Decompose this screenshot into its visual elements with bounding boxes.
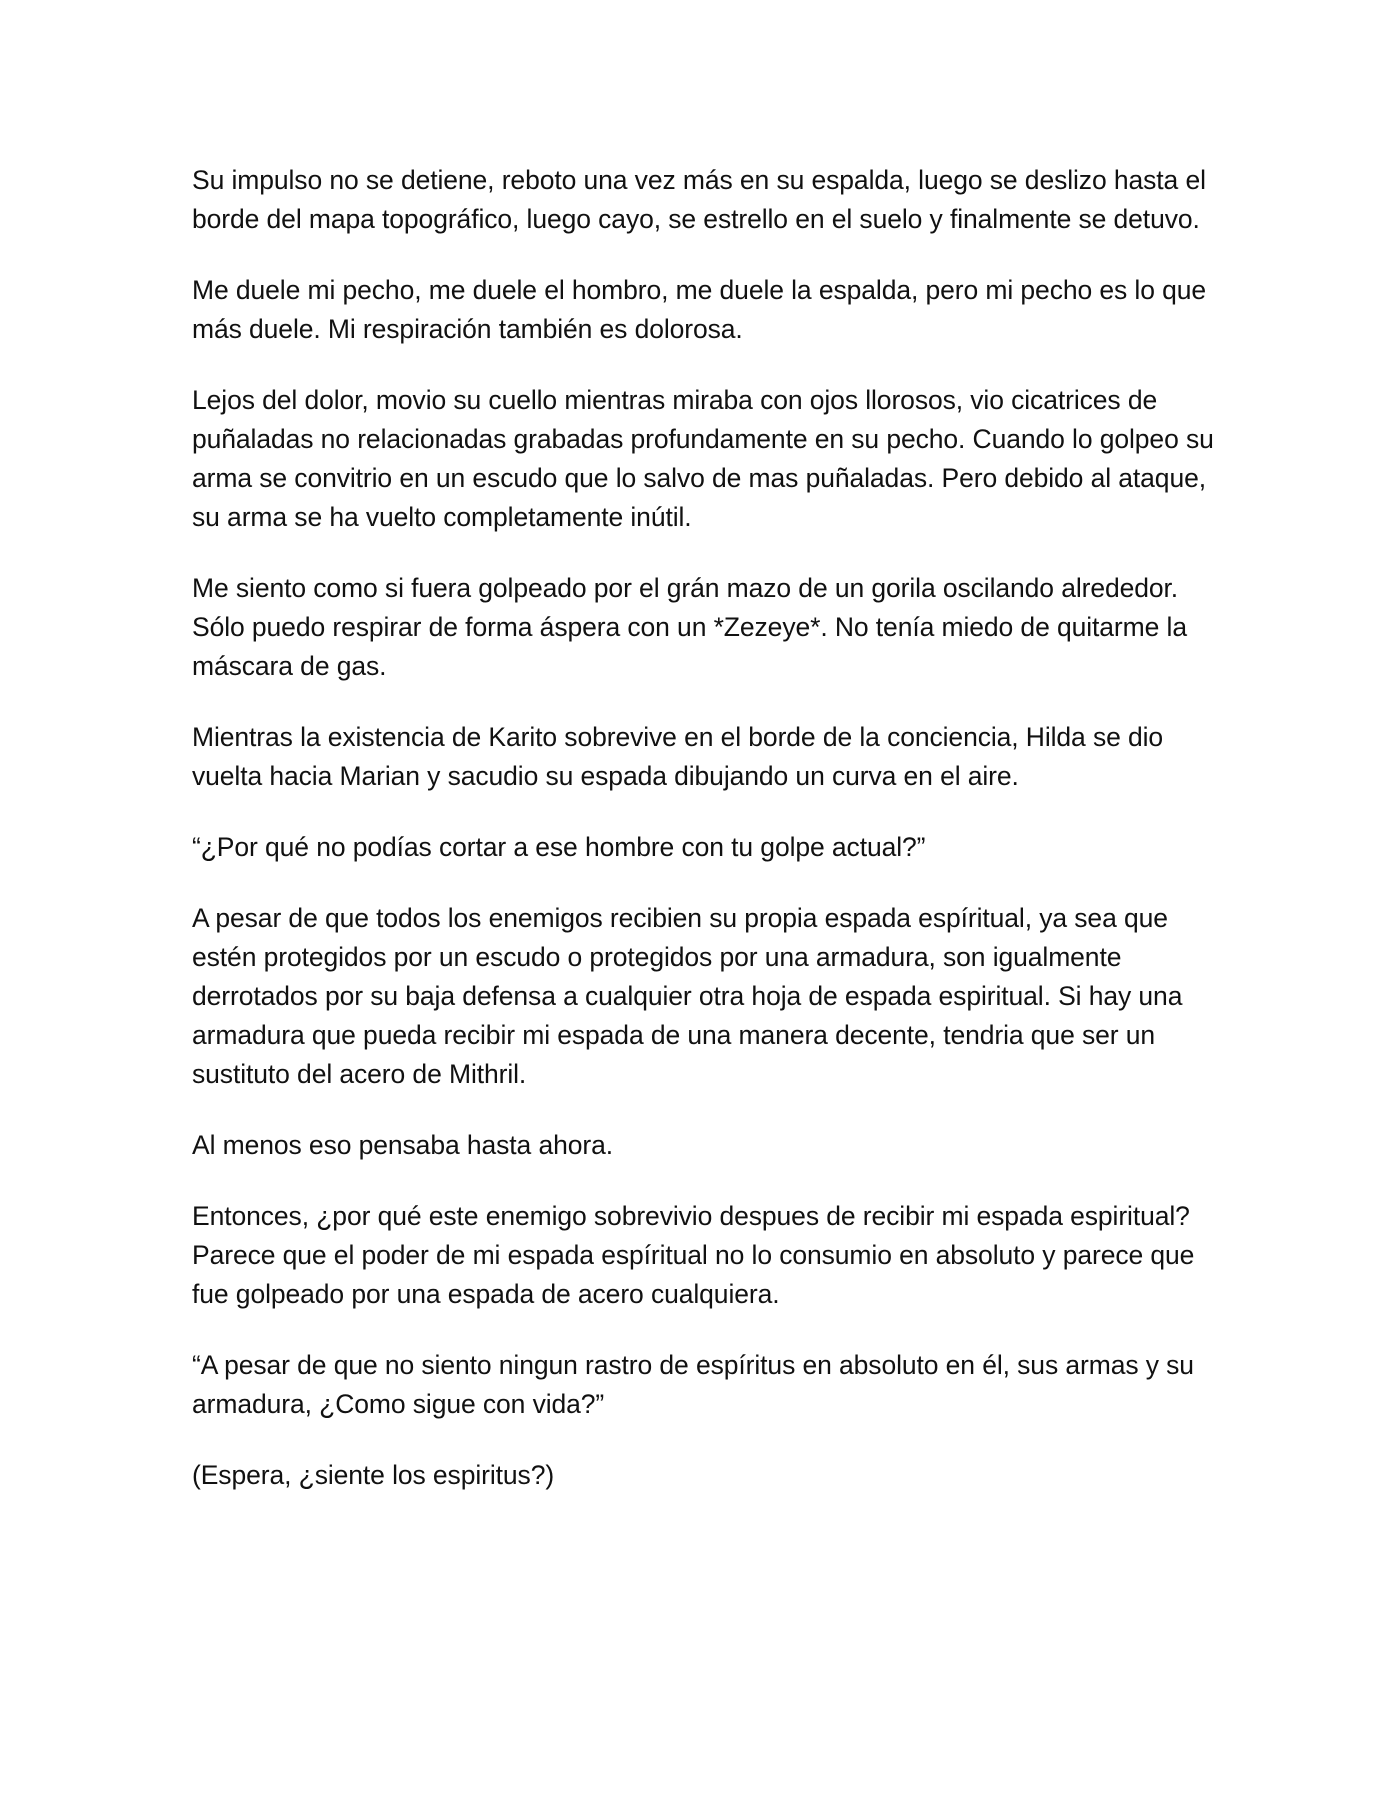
- paragraph-5: Mientras la existencia de Karito sobrevive en el borde de la conciencia, Hilda se dio vuelta hacia Marian y sacudio su espada dibujando un curva en el aire.: [192, 722, 1164, 791]
- paragraph-1: Su impulso no se detiene, reboto una vez más en su espalda, luego se deslizo hasta el borde del mapa topográfico, luego cayo, se estrello en el suelo y finalmente se detuvo.: [192, 165, 1206, 234]
- paragraph-9: Entonces, ¿por qué este enemigo sobrevivio despues de recibir mi espada espiritual? Parece que el poder de mi espada espíritual no lo consumio en absoluto y parece que fue golpeado por una espada de acero cualquiera.: [192, 1201, 1195, 1309]
- paragraph-11: (Espera, ¿siente los espiritus?): [192, 1460, 555, 1490]
- paragraph-6: “¿Por qué no podías cortar a ese hombre con tu golpe actual?”: [192, 832, 926, 862]
- paragraph-3: Lejos del dolor, movio su cuello mientras miraba con ojos llorosos, vio cicatrices de puñaladas no relacionadas grabadas profundamente en su pecho. Cuando lo golpeo su arma se convitrio en un escudo que lo salvo de mas puñaladas. Pero debido al ataque, su arma se ha vuelto completamente inútil.: [192, 385, 1214, 532]
- paragraph-7: A pesar de que todos los enemigos recibien su propia espada espíritual, ya sea que estén protegidos por un escudo o protegidos por una armadura, son igualmente derrotados por su baja defensa a cualquier otra hoja de espada espiritual. Si hay una armadura que pueda recibir mi espada de una manera decente, tendria que ser un sustituto del acero de Mithril.: [192, 903, 1183, 1089]
- paragraph-2: Me duele mi pecho, me duele el hombro, me duele la espalda, pero mi pecho es lo que más duele. Mi respiración también es dolorosa.: [192, 275, 1207, 344]
- document-body: [192, 161, 1222, 1527]
- paragraph-4: Me siento como si fuera golpeado por el grán mazo de un gorila oscilando alrededor. Sólo puedo respirar de forma áspera con un *Zezeye*. No tenía miedo de quitarme la máscara de gas.: [192, 573, 1187, 681]
- paragraph-8: Al menos eso pensaba hasta ahora.: [192, 1130, 613, 1160]
- paragraph-10: “A pesar de que no siento ningun rastro de espíritus en absoluto en él, sus armas y su armadura, ¿Como sigue con vida?”: [192, 1350, 1194, 1419]
